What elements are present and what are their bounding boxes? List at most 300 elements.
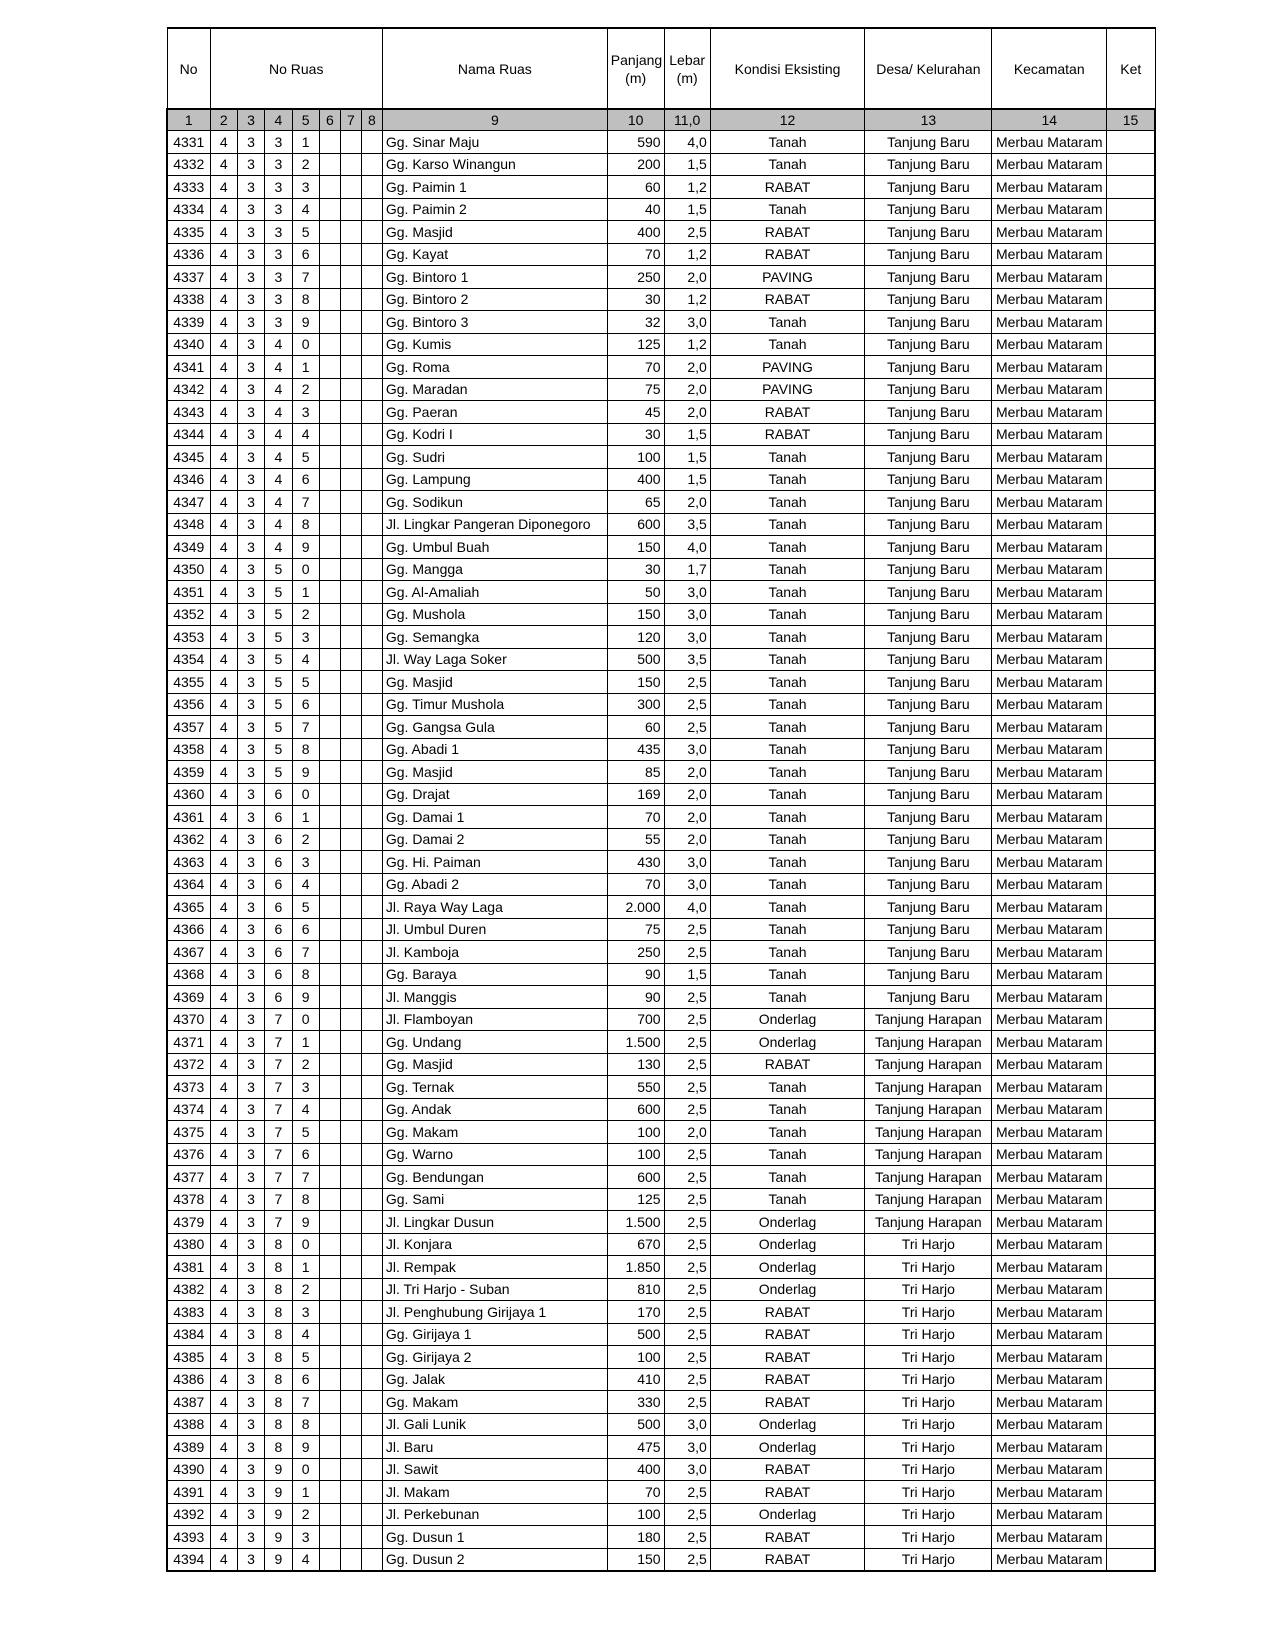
cell-ruas-digit-empty <box>340 1481 361 1504</box>
cell-ruas-digit-empty <box>319 446 340 469</box>
cell-kondisi: Tanah <box>710 333 865 356</box>
cell-ruas-digit: 0 <box>292 1458 319 1481</box>
cell-nama-ruas: Gg. Karso Winangun <box>382 153 607 176</box>
cell-ruas-digit-empty <box>361 626 382 649</box>
cell-desa: Tanjung Baru <box>865 873 992 896</box>
cell-ket <box>1107 1098 1155 1121</box>
cell-ruas-digit-empty <box>340 941 361 964</box>
cell-ruas-digit-empty <box>319 468 340 491</box>
cell-lebar: 1,2 <box>664 333 710 356</box>
column-number: 15 <box>1107 109 1155 131</box>
cell-ruas-digit: 4 <box>265 401 292 424</box>
cell-ruas-digit-empty <box>340 356 361 379</box>
cell-ruas-digit: 4 <box>210 378 237 401</box>
cell-ruas-digit-empty <box>340 1458 361 1481</box>
cell-ruas-digit-empty <box>340 378 361 401</box>
cell-kondisi: Tanah <box>710 986 865 1009</box>
cell-ruas-digit-empty <box>319 176 340 199</box>
table-row <box>167 153 1155 176</box>
cell-ruas-digit: 3 <box>237 671 264 694</box>
cell-ruas-digit: 3 <box>237 378 264 401</box>
cell-ruas-digit: 0 <box>292 783 319 806</box>
header-no: No <box>167 28 210 109</box>
cell-no: 4346 <box>167 468 210 491</box>
cell-lebar: 1,5 <box>664 423 710 446</box>
cell-kondisi: Tanah <box>710 558 865 581</box>
cell-ruas-digit-empty <box>340 221 361 244</box>
cell-ruas-digit-empty <box>361 131 382 154</box>
cell-nama-ruas: Gg. Masjid <box>382 221 607 244</box>
cell-panjang: 400 <box>607 468 664 491</box>
cell-ket <box>1107 806 1155 829</box>
cell-ruas-digit: 4 <box>265 468 292 491</box>
cell-ruas-digit: 5 <box>292 671 319 694</box>
cell-ruas-digit-empty <box>361 356 382 379</box>
cell-ruas-digit: 3 <box>237 243 264 266</box>
table-row <box>167 198 1155 221</box>
cell-lebar: 2,5 <box>664 671 710 694</box>
cell-lebar: 2,5 <box>664 1143 710 1166</box>
cell-ruas-digit: 8 <box>265 1278 292 1301</box>
cell-ruas-digit-empty <box>340 176 361 199</box>
cell-ruas-digit: 4 <box>210 918 237 941</box>
cell-no: 4381 <box>167 1256 210 1279</box>
cell-ruas-digit: 8 <box>265 1436 292 1459</box>
cell-ruas-digit: 5 <box>265 716 292 739</box>
cell-ruas-digit: 3 <box>265 198 292 221</box>
cell-ruas-digit-empty <box>319 716 340 739</box>
cell-nama-ruas: Gg. Lampung <box>382 468 607 491</box>
cell-ruas-digit: 2 <box>292 1503 319 1526</box>
cell-no: 4377 <box>167 1166 210 1189</box>
cell-ruas-digit: 7 <box>265 1143 292 1166</box>
cell-ruas-digit: 7 <box>265 1166 292 1189</box>
cell-ruas-digit: 7 <box>265 1076 292 1099</box>
cell-ruas-digit: 9 <box>292 311 319 334</box>
cell-ruas-digit-empty <box>319 1458 340 1481</box>
cell-ruas-digit-empty <box>340 401 361 424</box>
cell-ket <box>1107 1368 1155 1391</box>
cell-kecamatan: Merbau Mataram <box>992 1233 1107 1256</box>
cell-nama-ruas: Gg. Bintoro 3 <box>382 311 607 334</box>
cell-ruas-digit: 4 <box>210 266 237 289</box>
cell-ruas-digit-empty <box>361 491 382 514</box>
cell-ruas-digit-empty <box>361 243 382 266</box>
cell-panjang: 60 <box>607 176 664 199</box>
cell-desa: Tanjung Baru <box>865 311 992 334</box>
table-row <box>167 446 1155 469</box>
cell-ruas-digit: 3 <box>237 1076 264 1099</box>
cell-panjang: 150 <box>607 603 664 626</box>
cell-ruas-digit: 3 <box>292 626 319 649</box>
cell-ruas-digit: 4 <box>210 1121 237 1144</box>
cell-lebar: 3,0 <box>664 738 710 761</box>
cell-kecamatan: Merbau Mataram <box>992 1211 1107 1234</box>
cell-kondisi: Tanah <box>710 1098 865 1121</box>
header-kecamatan: Kecamatan <box>992 28 1107 109</box>
cell-ruas-digit: 7 <box>292 941 319 964</box>
column-number: 10 <box>607 109 664 131</box>
cell-kondisi: Onderlag <box>710 1436 865 1459</box>
cell-ruas-digit: 4 <box>265 536 292 559</box>
cell-kecamatan: Merbau Mataram <box>992 783 1107 806</box>
cell-ruas-digit: 8 <box>265 1391 292 1414</box>
cell-ruas-digit: 4 <box>292 423 319 446</box>
cell-ket <box>1107 333 1155 356</box>
cell-panjang: 500 <box>607 1323 664 1346</box>
cell-ruas-digit-empty <box>340 423 361 446</box>
cell-ruas-digit: 4 <box>210 648 237 671</box>
cell-ruas-digit-empty <box>319 311 340 334</box>
table-row <box>167 1503 1155 1526</box>
cell-ruas-digit-empty <box>340 1436 361 1459</box>
cell-lebar: 2,0 <box>664 806 710 829</box>
cell-desa: Tri Harjo <box>865 1458 992 1481</box>
cell-nama-ruas: Gg. Al-Amaliah <box>382 581 607 604</box>
cell-ruas-digit-empty <box>319 1481 340 1504</box>
cell-ruas-digit-empty <box>319 1076 340 1099</box>
cell-ruas-digit: 8 <box>292 513 319 536</box>
cell-no: 4392 <box>167 1503 210 1526</box>
table-row <box>167 356 1155 379</box>
cell-desa: Tri Harjo <box>865 1256 992 1279</box>
cell-ruas-digit-empty <box>361 198 382 221</box>
cell-lebar: 2,5 <box>664 1503 710 1526</box>
cell-lebar: 2,5 <box>664 1301 710 1324</box>
column-number: 6 <box>319 109 340 131</box>
table-row <box>167 1391 1155 1414</box>
cell-kecamatan: Merbau Mataram <box>992 671 1107 694</box>
cell-desa: Tanjung Baru <box>865 671 992 694</box>
cell-desa: Tanjung Harapan <box>865 1188 992 1211</box>
cell-kondisi: Tanah <box>710 446 865 469</box>
cell-ruas-digit: 4 <box>210 1323 237 1346</box>
cell-kecamatan: Merbau Mataram <box>992 468 1107 491</box>
cell-ruas-digit-empty <box>340 783 361 806</box>
cell-ruas-digit-empty <box>361 401 382 424</box>
cell-lebar: 2,5 <box>664 1481 710 1504</box>
cell-ket <box>1107 1391 1155 1414</box>
cell-no: 4340 <box>167 333 210 356</box>
cell-nama-ruas: Gg. Abadi 1 <box>382 738 607 761</box>
cell-nama-ruas: Jl. Baru <box>382 1436 607 1459</box>
cell-ruas-digit: 4 <box>210 491 237 514</box>
cell-kecamatan: Merbau Mataram <box>992 243 1107 266</box>
cell-nama-ruas: Gg. Damai 2 <box>382 828 607 851</box>
cell-ruas-digit: 3 <box>237 581 264 604</box>
cell-ruas-digit: 4 <box>210 1233 237 1256</box>
cell-ruas-digit: 4 <box>210 1391 237 1414</box>
cell-ruas-digit-empty <box>361 558 382 581</box>
cell-ruas-digit: 1 <box>292 1256 319 1279</box>
cell-kecamatan: Merbau Mataram <box>992 311 1107 334</box>
cell-ket <box>1107 401 1155 424</box>
cell-ruas-digit: 5 <box>292 446 319 469</box>
cell-ruas-digit-empty <box>361 1481 382 1504</box>
cell-ruas-digit: 3 <box>237 266 264 289</box>
cell-ruas-digit: 5 <box>265 603 292 626</box>
cell-ket <box>1107 1503 1155 1526</box>
cell-ruas-digit: 4 <box>210 828 237 851</box>
cell-desa: Tanjung Baru <box>865 356 992 379</box>
cell-ruas-digit-empty <box>361 536 382 559</box>
cell-panjang: 1.850 <box>607 1256 664 1279</box>
cell-ruas-digit: 9 <box>265 1503 292 1526</box>
table-row <box>167 243 1155 266</box>
cell-nama-ruas: Jl. Makam <box>382 1481 607 1504</box>
cell-ruas-digit: 4 <box>210 1413 237 1436</box>
cell-ruas-digit-empty <box>319 536 340 559</box>
cell-ket <box>1107 738 1155 761</box>
cell-kecamatan: Merbau Mataram <box>992 536 1107 559</box>
cell-ruas-digit: 4 <box>210 243 237 266</box>
cell-ruas-digit: 4 <box>210 1481 237 1504</box>
cell-ruas-digit-empty <box>361 1166 382 1189</box>
cell-ruas-digit: 0 <box>292 1233 319 1256</box>
cell-panjang: 70 <box>607 356 664 379</box>
cell-ruas-digit-empty <box>319 1166 340 1189</box>
cell-desa: Tanjung Baru <box>865 446 992 469</box>
cell-ket <box>1107 1211 1155 1234</box>
cell-nama-ruas: Gg. Gangsa Gula <box>382 716 607 739</box>
cell-ruas-digit: 3 <box>237 491 264 514</box>
cell-ruas-digit-empty <box>361 311 382 334</box>
cell-no: 4342 <box>167 378 210 401</box>
cell-nama-ruas: Gg. Sodikun <box>382 491 607 514</box>
cell-ruas-digit-empty <box>319 671 340 694</box>
cell-kecamatan: Merbau Mataram <box>992 693 1107 716</box>
cell-ruas-digit: 4 <box>210 1143 237 1166</box>
cell-ruas-digit: 3 <box>237 221 264 244</box>
cell-lebar: 2,0 <box>664 266 710 289</box>
cell-ruas-digit-empty <box>340 896 361 919</box>
cell-desa: Tri Harjo <box>865 1526 992 1549</box>
cell-no: 4386 <box>167 1368 210 1391</box>
cell-kecamatan: Merbau Mataram <box>992 716 1107 739</box>
cell-kondisi: Tanah <box>710 131 865 154</box>
cell-desa: Tanjung Baru <box>865 648 992 671</box>
header-desa: Desa/ Kelurahan <box>865 28 992 109</box>
cell-ruas-digit-empty <box>340 266 361 289</box>
cell-ruas-digit-empty <box>361 1301 382 1324</box>
table-row <box>167 648 1155 671</box>
cell-kecamatan: Merbau Mataram <box>992 1121 1107 1144</box>
cell-panjang: 1.500 <box>607 1211 664 1234</box>
cell-kondisi: RABAT <box>710 1481 865 1504</box>
cell-kondisi: Tanah <box>710 873 865 896</box>
cell-ket <box>1107 851 1155 874</box>
cell-panjang: 200 <box>607 153 664 176</box>
cell-kondisi: Tanah <box>710 1166 865 1189</box>
cell-ruas-digit: 3 <box>237 401 264 424</box>
cell-ruas-digit: 3 <box>237 1346 264 1369</box>
cell-ruas-digit: 3 <box>237 1008 264 1031</box>
cell-nama-ruas: Jl. Sawit <box>382 1458 607 1481</box>
cell-nama-ruas: Gg. Ternak <box>382 1076 607 1099</box>
cell-lebar: 3,0 <box>664 1436 710 1459</box>
cell-ruas-digit-empty <box>319 131 340 154</box>
cell-ruas-digit-empty <box>319 1143 340 1166</box>
cell-kecamatan: Merbau Mataram <box>992 1323 1107 1346</box>
cell-ruas-digit: 3 <box>237 693 264 716</box>
cell-ruas-digit-empty <box>340 1098 361 1121</box>
cell-lebar: 2,5 <box>664 693 710 716</box>
cell-nama-ruas: Jl. Perkebunan <box>382 1503 607 1526</box>
cell-kecamatan: Merbau Mataram <box>992 1436 1107 1459</box>
cell-ruas-digit: 4 <box>210 738 237 761</box>
cell-lebar: 1,5 <box>664 963 710 986</box>
cell-kecamatan: Merbau Mataram <box>992 648 1107 671</box>
cell-lebar: 4,0 <box>664 536 710 559</box>
cell-no: 4341 <box>167 356 210 379</box>
cell-panjang: 169 <box>607 783 664 806</box>
cell-ruas-digit-empty <box>319 1211 340 1234</box>
cell-ruas-digit: 4 <box>210 806 237 829</box>
cell-ruas-digit-empty <box>319 1503 340 1526</box>
cell-nama-ruas: Gg. Sinar Maju <box>382 131 607 154</box>
cell-kondisi: Tanah <box>710 671 865 694</box>
cell-ruas-digit-empty <box>319 491 340 514</box>
cell-ruas-digit-empty <box>361 963 382 986</box>
cell-desa: Tanjung Baru <box>865 401 992 424</box>
cell-kecamatan: Merbau Mataram <box>992 153 1107 176</box>
cell-ruas-digit-empty <box>340 738 361 761</box>
cell-no: 4373 <box>167 1076 210 1099</box>
cell-kecamatan: Merbau Mataram <box>992 1346 1107 1369</box>
cell-ruas-digit: 5 <box>292 221 319 244</box>
cell-ruas-digit: 5 <box>265 671 292 694</box>
cell-ruas-digit-empty <box>319 1346 340 1369</box>
cell-kondisi: Tanah <box>710 851 865 874</box>
cell-ruas-digit-empty <box>319 828 340 851</box>
cell-ruas-digit: 0 <box>292 1008 319 1031</box>
column-number: 14 <box>992 109 1107 131</box>
cell-nama-ruas: Gg. Timur Mushola <box>382 693 607 716</box>
cell-nama-ruas: Gg. Girijaya 1 <box>382 1323 607 1346</box>
cell-ruas-digit: 8 <box>265 1413 292 1436</box>
cell-no: 4353 <box>167 626 210 649</box>
cell-ruas-digit-empty <box>319 603 340 626</box>
cell-ruas-digit: 7 <box>265 1211 292 1234</box>
cell-kecamatan: Merbau Mataram <box>992 1278 1107 1301</box>
cell-ket <box>1107 1436 1155 1459</box>
cell-ruas-digit-empty <box>340 873 361 896</box>
cell-kondisi: Tanah <box>710 738 865 761</box>
cell-kecamatan: Merbau Mataram <box>992 1413 1107 1436</box>
column-number-row <box>167 109 1155 131</box>
cell-ruas-digit-empty <box>340 1166 361 1189</box>
cell-ruas-digit: 3 <box>292 1526 319 1549</box>
cell-lebar: 2,5 <box>664 1211 710 1234</box>
cell-ruas-digit: 3 <box>265 176 292 199</box>
cell-ruas-digit-empty <box>319 783 340 806</box>
table-row <box>167 1098 1155 1121</box>
cell-ket <box>1107 1323 1155 1346</box>
cell-ruas-digit-empty <box>319 1368 340 1391</box>
cell-ruas-digit: 3 <box>237 1301 264 1324</box>
cell-ket <box>1107 198 1155 221</box>
cell-nama-ruas: Gg. Paimin 1 <box>382 176 607 199</box>
cell-nama-ruas: Gg. Andak <box>382 1098 607 1121</box>
cell-kondisi: RABAT <box>710 1368 865 1391</box>
cell-ruas-digit: 3 <box>237 716 264 739</box>
cell-kecamatan: Merbau Mataram <box>992 131 1107 154</box>
cell-ruas-digit: 3 <box>237 1481 264 1504</box>
cell-ruas-digit: 4 <box>265 378 292 401</box>
cell-desa: Tri Harjo <box>865 1233 992 1256</box>
cell-panjang: 60 <box>607 716 664 739</box>
cell-ruas-digit: 3 <box>237 1256 264 1279</box>
cell-desa: Tanjung Baru <box>865 941 992 964</box>
cell-ruas-digit-empty <box>319 333 340 356</box>
cell-ruas-digit: 3 <box>237 941 264 964</box>
cell-kondisi: Tanah <box>710 198 865 221</box>
cell-lebar: 4,0 <box>664 131 710 154</box>
cell-panjang: 100 <box>607 446 664 469</box>
road-segment-table <box>166 27 1156 1572</box>
cell-no: 4359 <box>167 761 210 784</box>
cell-ruas-digit: 2 <box>292 1278 319 1301</box>
cell-lebar: 2,5 <box>664 918 710 941</box>
cell-panjang: 100 <box>607 1346 664 1369</box>
cell-ruas-digit: 4 <box>210 513 237 536</box>
table-row <box>167 1076 1155 1099</box>
cell-panjang: 600 <box>607 1098 664 1121</box>
table-row <box>167 266 1155 289</box>
cell-lebar: 3,5 <box>664 648 710 671</box>
cell-ruas-digit-empty <box>319 513 340 536</box>
table-row <box>167 626 1155 649</box>
cell-nama-ruas: Gg. Mushola <box>382 603 607 626</box>
cell-kondisi: RABAT <box>710 221 865 244</box>
cell-ket <box>1107 1053 1155 1076</box>
cell-lebar: 1,5 <box>664 446 710 469</box>
cell-lebar: 3,0 <box>664 626 710 649</box>
cell-ruas-digit: 3 <box>292 1301 319 1324</box>
cell-ruas-digit: 3 <box>237 1143 264 1166</box>
cell-nama-ruas: Jl. Penghubung Girijaya 1 <box>382 1301 607 1324</box>
cell-nama-ruas: Gg. Mangga <box>382 558 607 581</box>
cell-desa: Tanjung Harapan <box>865 1031 992 1054</box>
cell-ruas-digit-empty <box>361 513 382 536</box>
cell-kecamatan: Merbau Mataram <box>992 1188 1107 1211</box>
cell-ruas-digit-empty <box>361 873 382 896</box>
cell-panjang: 2.000 <box>607 896 664 919</box>
cell-ruas-digit-empty <box>361 423 382 446</box>
cell-kecamatan: Merbau Mataram <box>992 918 1107 941</box>
cell-ruas-digit-empty <box>340 1188 361 1211</box>
cell-panjang: 32 <box>607 311 664 334</box>
cell-ruas-digit-empty <box>319 851 340 874</box>
cell-no: 4367 <box>167 941 210 964</box>
cell-ruas-digit-empty <box>319 626 340 649</box>
cell-nama-ruas: Gg. Girijaya 2 <box>382 1346 607 1369</box>
cell-kecamatan: Merbau Mataram <box>992 1548 1107 1571</box>
cell-ket <box>1107 581 1155 604</box>
cell-desa: Tri Harjo <box>865 1503 992 1526</box>
cell-ruas-digit-empty <box>361 446 382 469</box>
cell-ruas-digit-empty <box>361 671 382 694</box>
cell-lebar: 2,5 <box>664 716 710 739</box>
cell-ruas-digit-empty <box>340 1301 361 1324</box>
cell-ruas-digit-empty <box>319 1098 340 1121</box>
cell-kondisi: Tanah <box>710 581 865 604</box>
cell-ruas-digit: 8 <box>292 1413 319 1436</box>
cell-kecamatan: Merbau Mataram <box>992 356 1107 379</box>
cell-ruas-digit: 9 <box>265 1481 292 1504</box>
cell-nama-ruas: Jl. Flamboyan <box>382 1008 607 1031</box>
cell-ruas-digit: 9 <box>265 1458 292 1481</box>
